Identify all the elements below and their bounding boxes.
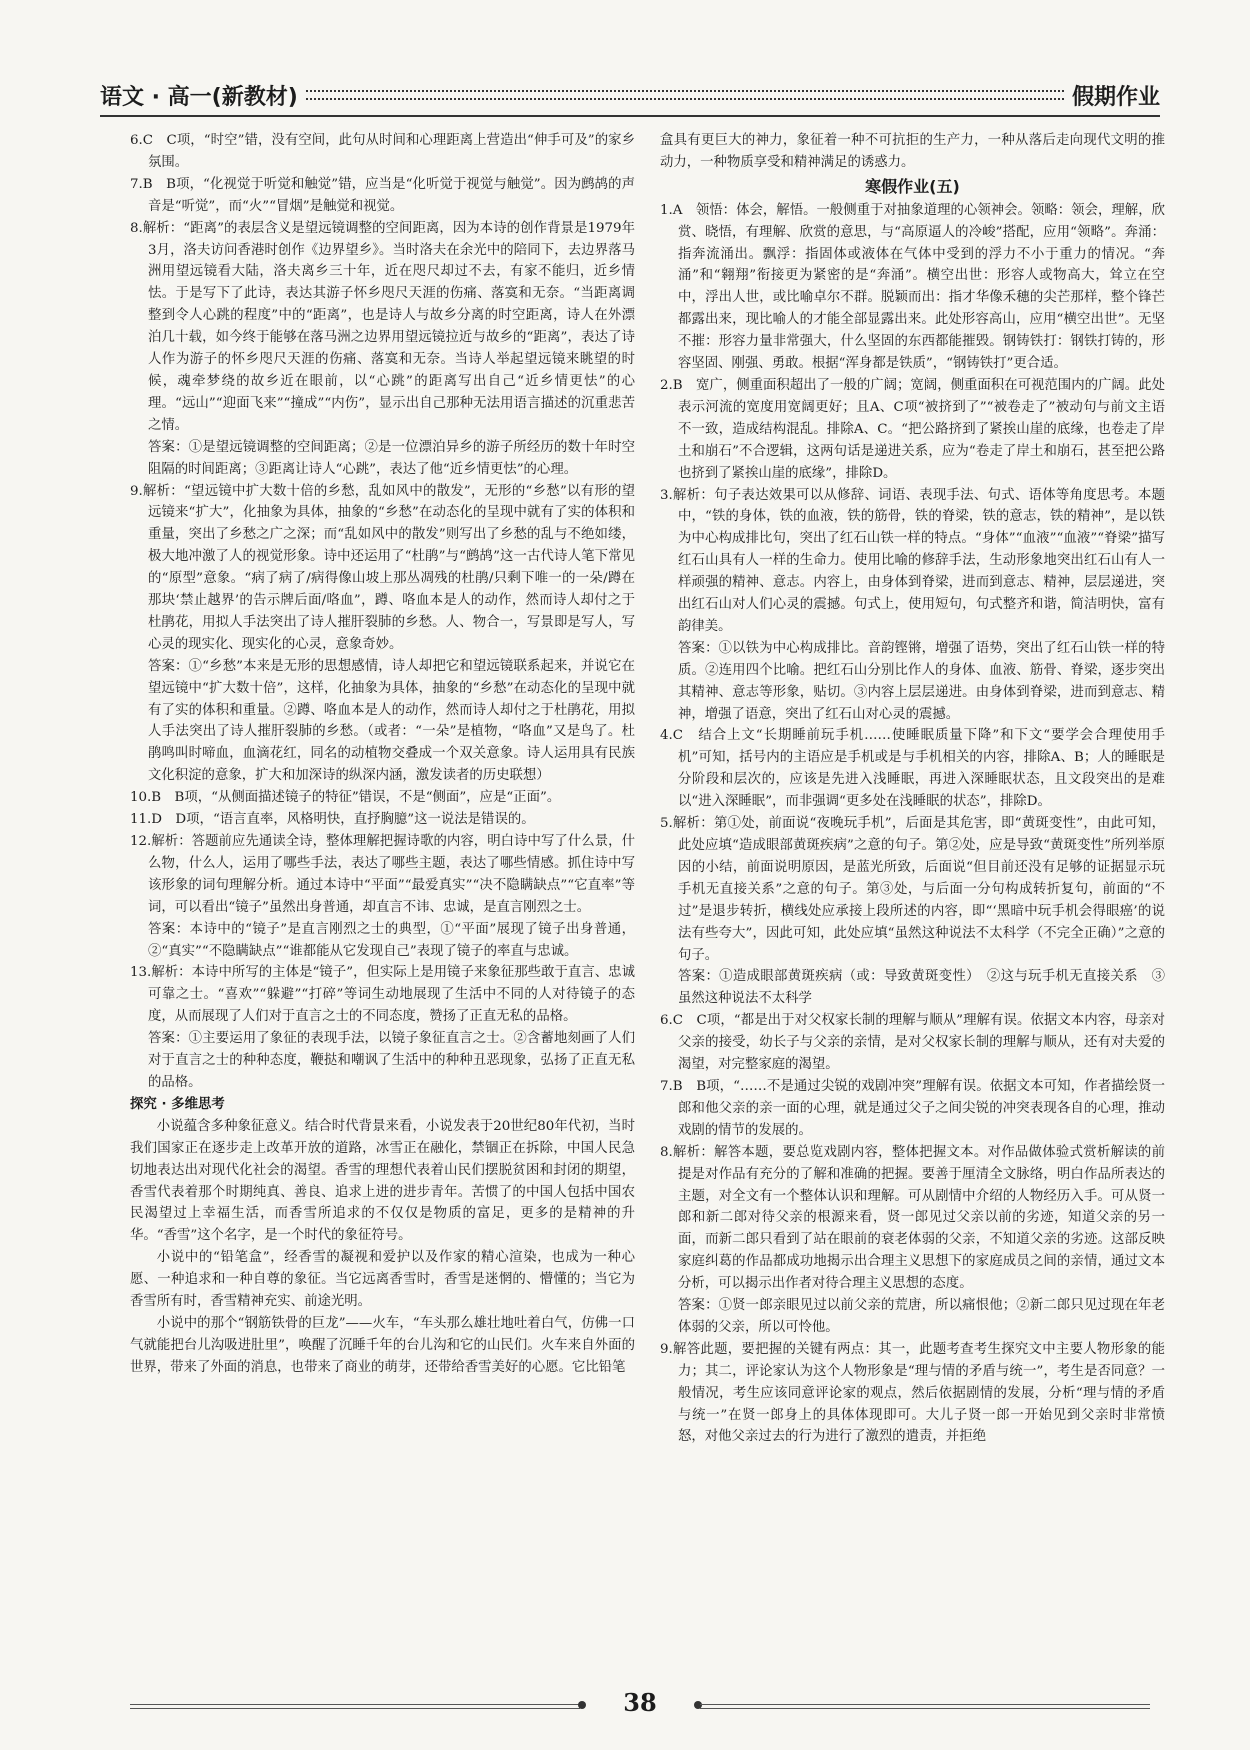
answer-item-6-right: 6.C C项，“都是出于对父权家长制的理解与顺从”理解有误。依据文本内容，母亲对父亲的接受，幼长子与父亲的亲情，是对父权家长制的理解与顺从，还有对夫爱的渴望，对完整家庭的渴望。 [660,1013,1165,1073]
answer-item-3-analysis: 3.解析：句子表达效果可以从修辞、词语、表现手法、句式、语体等角度思考。本题中，“铁的身体，铁的血液，铁的筋骨，铁的脊梁，铁的意志，铁的精神”，是以铁为中心构成排比句，突出了红石山铁一样的特点。“身体”“血液”“血液”“脊梁”描写红石山具有人一样的生命力。使用比喻的修辞手法，生动形象地突出红石山有人一样顽强的精神、意志。内容上，由身体到脊梁，进而到意志、精神，层层递进，突出红石山对人们心灵的震撼。句式上，使用短句，句式整齐和谐，简洁明快，富有韵律美。 [660,487,1165,634]
header-dotted-rule [306,90,1064,100]
answer-item-1: 1.A 领悟：体会，解悟。一般侧重于对抽象道理的心领神会。领略：领会，理解，欣赏、晓悟，有理解、欣赏的意思，与“高原逼人的冷峻”搭配，应用“领略”。奔涌：指奔流涌出。飘浮：指固体或液体在气体中受到的浮力不小于重力的情况。“奔涌”和“翱翔”衔接更为紧密的是“奔涌”。横空出世：形容人或物高大，耸立在空中，浮出人世，或比喻卓尔不群。脱颖而出：指才华像禾穗的尖芒那样，整个锋芒都露出来，现比喻人的才能全部显露出来。此处形容高山，应用“横空出世”。无坚不摧：形容力量非常强大，什么坚固的东西都能摧毁。钢铸铁打：钢铁打铸的，形容坚固、刚强、勇敢。根据“浑身都是铁质”，“钢铸铁打”更合适。 [660,202,1165,372]
page-header [100,78,1160,112]
footer-rule-left [130,1704,580,1709]
answer-item-8-analysis: 8.解析：“距离”的表层含义是望远镜调整的空间距离，因为本诗的创作背景是1979年3月，洛夫访问香港时创作《边界望乡》。当时洛夫在余光中的陪同下，去边界落马洲用望远镜看大陆，洛夫离乡三十年，近在咫尺却过不去，有家不能归，近乡情怯。于是写下了此诗，表达其游子怀乡咫尺天涯的伤痛、落寞和无奈。“当距离调整到令人心跳的程度”中的“距离”，也是诗人与故乡分离的时空距离，诗人在外漂泊几十载，如今终于能够在落马洲之边界用望远镜拉近与故乡的“距离”，表达了诗人作为游子的怀乡咫尺天涯的伤痛、落寞和无奈。当诗人举起望远镜来眺望的时候，魂牵梦绕的故乡近在眼前，以“心跳”的距离写出自己“近乡情更怯”的心理。“远山”“迎面飞来”“撞成”“内伤”，显示出自己那种无法用语言描述的沉重悲苦之情。 [130,220,635,433]
answer-item-8-right-answer: 答案：①贤一郎亲眼见过以前父亲的荒唐，所以痛恨他；②新二郎只见过现在年老体弱的父亲，所以可怜他。 [678,1298,1165,1335]
explore-paragraph-2: 小说中的“铅笔盒”，经香雪的凝视和爱护以及作家的精心渲染，也成为一种心愿、一种追求和一种自尊的象征。当它远离香雪时，香雪是迷惘的、懵懂的；当它为香雪所有时，香雪精神充实、前途光明。 [130,1250,635,1310]
answer-item-4: 4.C 结合上文“长期睡前玩手机……使睡眠质量下降”和下文“要学会合理使用手机”可知，括号内的主语应是手机或是与手机相关的内容，排除A、B；人的睡眠是分阶段和层次的，应该是先进入浅睡眠，再进入深睡眠状态，且文段突出的是难以“进入深睡眠”，而非强调“更多处在浅睡眠的状态”，排除D。 [660,728,1165,810]
footer-dot-left [578,1701,586,1709]
answer-item-6: 6.C C项，“时空”错，没有空间，此句从时间和心理距离上营造出“伸手可及”的家乡氛围。 [130,133,635,170]
answer-item-8-right-analysis: 8.解析：解答本题，要总览戏剧内容，整体把握文本。对作品做体验式赏析解读的前提是对作品有充分的了解和准确的把握。要善于厘清全文脉络，明白作品所表达的主题，对全文有一个整体认识和理解。可从剧情中介绍的人物经历入手。可从贤一郎和新二郎对待父亲的根源来看，贤一郎见过父亲以前的劣迹，知道父亲的另一面，而新二郎只看到了站在眼前的衰老体弱的父亲，不知道父亲的劣迹。这部反映家庭纠葛的作品都成功地揭示出合理主义思想下的家庭成员之间的亲情，通过文本分析，可以揭示出作者对待合理主义思想的态度。 [660,1144,1165,1292]
page-number: 38 [623,1688,657,1717]
assignment-heading: 寒假作业(五) [865,176,960,196]
answer-item-5-answer: 答案：①造成眼部黄斑疾病（或：导致黄斑变性） ②这与玩手机无直接关系 ③虽然这种说法不太科学 [678,969,1165,1007]
explore-heading: 探究 · 多维思考 [130,1096,225,1112]
answer-item-12-analysis: 12.解析：答题前应先通读全诗，整体理解把握诗歌的内容，明白诗中写了什么景，什么物，什么人，运用了哪些手法，表达了哪些主题，表达了哪些情感。抓住诗中写该形象的词句理解分析。通过本诗中“平面”“最爱真实”“决不隐瞒缺点”“它直率”等词，可以看出“镜子”虽然出身普通，却直言不讳、忠诚，是直言刚烈之士。 [130,834,635,915]
answer-item-12-answer: 答案：本诗中的“镜子”是直言刚烈之士的典型，①“平面”展现了镜子出身普通，②“真实”“不隐瞒缺点”“谁都能从它发现自己”表现了镜子的率直与忠诚。 [148,921,635,959]
section-title: 假期作业 [1071,84,1160,110]
answer-item-13-answer: 答案：①主要运用了象征的表现手法，以镜子象征直言之士。②含蓄地刻画了人们对于直言之士的种种态度，鞭挞和嘲讽了生活中的种种丑恶现象，弘扬了正直无私的品格。 [148,1031,635,1090]
book-title: 语文 · 高一(新教材) [100,84,298,110]
answer-item-11: 11.D D项，“语言直率，风格明快，直抒胸臆”这一说法是错误的。 [130,812,535,828]
left-column [130,130,635,1379]
answer-item-7-right: 7.B B项，“……不是通过尖锐的戏剧冲突”理解有误。依据文本可知，作者描绘贤一郎和他父亲的亲一面的心理，就是通过父子之间尖锐的冲突表现各自的心理，推动戏剧的情节的发展的。 [660,1078,1165,1138]
footer-rule-right [700,1704,1150,1709]
header-rule [100,115,1160,117]
answer-item-9-analysis: 9.解析：“望远镜中扩大数十倍的乡愁，乱如风中的散发”，无形的“乡愁”以有形的望远镜来“扩大”，化抽象为具体，抽象的“乡愁”在动态化的呈现中就有了实的体积和重量，突出了乡愁之广之深；而“乱如风中的散发”则写出了乡愁的乱与不绝如缕，极大地冲激了人的视觉形象。诗中还运用了“杜鹃”与“鹧鸪”这一古代诗人笔下常见的“原型”意象。“病了病了/病得像山坡上那丛凋残的杜鹃/只剩下唯一的一朵/蹲在那块‘禁止越界’的告示牌后面/咯血”，蹲、咯血本是人的动作，然而诗人却付之于杜鹃花，用拟人手法突出了诗人摧肝裂肺的乡愁。人、物合一，写景即是写人，写心灵的现实化、现实化的心灵，意象奇妙。 [130,483,636,652]
answer-item-2: 2.B 宽广，侧重面积超出了一般的广阔；宽阔，侧重面积在可视范围内的广阔。此处表示河流的宽度用宽阔更好；且A、C项“被挤到了”“被卷走了”被动句与前文主语不一致，造成结构混乱。排除A、C。“把公路挤到了紧挨山崖的底缘，也卷走了岸土和崩石”不合逻辑，这两句话是递进关系，应为“卷走了岸土和崩石，甚至把公路也挤到了紧挨山崖的底缘”，排除D。 [660,377,1165,481]
answer-item-8-answer: 答案：①是望远镜调整的空间距离；②是一位漂泊异乡的游子所经历的数十年时空阻隔的时间距离；③距离让诗人“心跳”，表达了他“近乡情更怯”的心理。 [148,439,635,477]
page-footer [130,1690,1150,1720]
answer-item-9-answer: 答案：①“乡愁”本来是无形的思想感情，诗人却把它和望远镜联系起来，并说它在望远镜中“扩大数十倍”，这样，化抽象为具体，抽象的“乡愁”在动态化的呈现中就有了实的体积和重量。②蹲、咯血本是人的动作，然而诗人却付之于杜鹃花，用拟人手法突出了诗人摧肝裂肺的乡愁。（或者：“一朵”是植物，“咯血”又是鸟了。杜鹃鸣叫时啼血，血滴花红，同名的动植物交叠成一个双关意象。诗人运用具有民族文化积淀的意象，扩大和加深诗的纵深内涵，激发读者的历史联想） [148,658,635,784]
answer-item-5-analysis: 5.解析：第①处，前面说“夜晚玩手机”，后面是其危害，即“黄斑变性”，由此可知，此处应填“造成眼部黄斑疾病”之意的句子。第②处，应是导致“黄斑变性”所列举原因的小结，前面说明原因，是蓝光所致，后面说“但目前还没有足够的证据显示玩手机无直接关系”之意的句子。第③处，与后面一分句构成转折复句，前面的“不过”是退步转折，横线处应承接上段所述的内容，即“‘黑暗中玩手机会得眼癌’的说法有些夸大”，因此可知，此处应填“虽然这种说法不太科学（不完全正确）”之意的句子。 [660,816,1166,963]
answer-item-13-analysis: 13.解析：本诗中所写的主体是“镜子”，但实际上是用镜子来象征那些敢于直言、忠诚可靠之士。“喜欢”“躲避”“打碎”等词生动地展现了生活中不同的人对待镜子的态度，从而展现了人们对于直言之士的不同态度，赞扬了正直无私的品格。 [130,965,635,1025]
explore-paragraph-continued: 盒具有更巨大的神力，象征着一种不可抗拒的生产力，一种从落后走向现代文明的推动力，一种物质享受和精神满足的诱惑力。 [660,133,1165,170]
explore-paragraph-3: 小说中的那个“钢筋铁骨的巨龙”——火车，“车头那么雄壮地吐着白气，仿佛一口气就能把台儿沟吸进肚里”，唤醒了沉睡千年的台儿沟和它的山民们。火车来自外面的世界，带来了外面的消息，也带来了商业的萌芽，还带给香雪美好的心愿。它比铅笔 [130,1315,635,1375]
answer-item-10: 10.B B项，“从侧面描述镜子的特征”错误，不是“侧面”，应是“正面”。 [130,790,561,806]
answer-item-7: 7.B B项，“化视觉于听觉和触觉”错，应当是“化听觉于视觉与触觉”。因为鹧鸪的声音是“听觉”，而“火”“冒烟”是触觉和视觉。 [130,176,635,214]
answer-item-9-right: 9.解答此题，要把握的关键有两点：其一，此题考查考生探究文中主要人物形象的能力；其二，评论家认为这个人物形象是“理与情的矛盾与统一”，考生是否同意？一般情况，考生应该同意评论家的观点，然后依据剧情的发展，分析“理与情的矛盾与统一”在贤一郎身上的具体体现即可。大儿子贤一郎一开始见到父亲时非常愤怒，对他父亲过去的行为进行了激烈的遣责，并拒绝 [660,1341,1165,1445]
explore-paragraph-1: 小说蕴含多种象征意义。结合时代背景来看，小说发表于20世纪80年代初，当时我们国家正在逐步走上改革开放的道路，冰雪正在融化，禁锢正在拆除，中国人民急切地表达出对现代化社会的渴望。香雪的理想代表着山民们摆脱贫困和封闭的期望，香雪代表着那个时期纯真、善良、追求上进的进步青年。苦惯了的中国人包括中国农民渴望过上幸福生活，而香雪所追求的不仅仅是物质的富足，更多的是精神的升华。“香雪”这个名字，是一个时代的象征符号。 [130,1118,635,1244]
right-column [660,130,1165,1448]
answer-item-3-answer: 答案：①以铁为中心构成排比。音韵铿锵，增强了语势，突出了红石山铁一样的特质。②连用四个比喻。把红石山分别比作人的身体、血液、筋骨、脊梁，逐步突出其精神、意志等形象，贴切。③内容上层层递进。由身体到脊梁，进而到意志、精神，增强了语意，突出了红石山对心灵的震撼。 [678,640,1165,722]
